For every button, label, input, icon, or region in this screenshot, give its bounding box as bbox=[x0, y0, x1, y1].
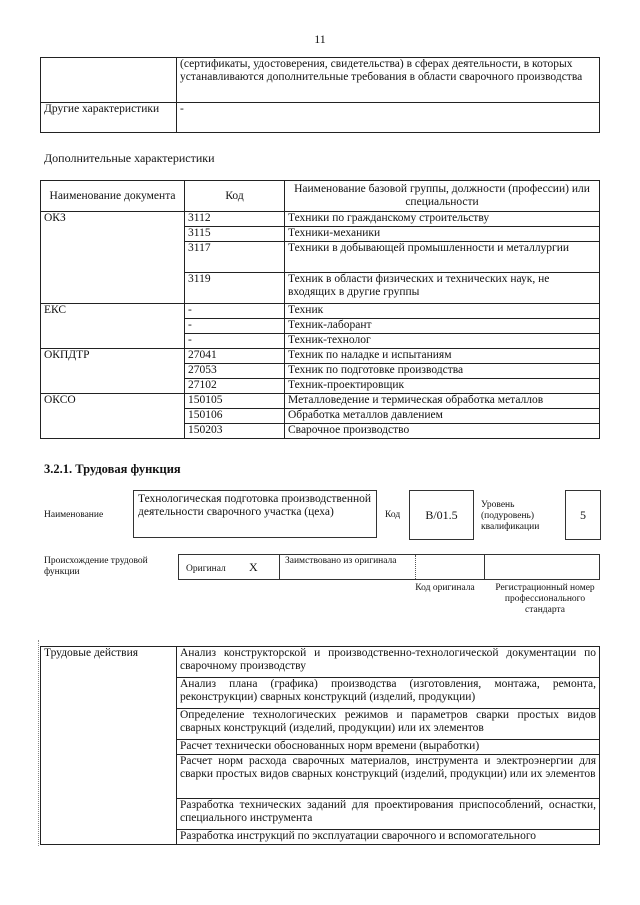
code-cell: - bbox=[185, 319, 285, 334]
origin-label: Происхождение трудовой функции bbox=[44, 556, 148, 577]
level-box bbox=[565, 490, 601, 540]
name-cell: Техник-проектировщик bbox=[285, 379, 600, 394]
origin-divider bbox=[279, 555, 281, 579]
function-code-box bbox=[409, 490, 474, 540]
header-document: Наименование документа bbox=[41, 181, 185, 212]
reg-number-caption: Регистрационный номер профессионального стандарта bbox=[495, 583, 595, 615]
borrowed-label: Заимствовано из оригинала bbox=[285, 556, 397, 566]
empty-cell bbox=[41, 58, 177, 103]
header-code: Код bbox=[185, 181, 285, 212]
code-cell: - bbox=[185, 304, 285, 319]
code-cell: 27102 bbox=[185, 379, 285, 394]
code-cell: - bbox=[185, 334, 285, 349]
name-cell: Металловедение и термическая обработка металлов bbox=[285, 394, 600, 409]
original-mark: X bbox=[249, 560, 258, 574]
code-cell: 27041 bbox=[185, 349, 285, 364]
section-heading: 3.2.1. Трудовая функция bbox=[44, 462, 181, 476]
requirements-text: (сертификаты, удостоверения, свидетельства) в сферах деятельности, в которых устанавливаются дополнительные требования в области сварочного производства bbox=[177, 58, 600, 103]
name-cell: Техник-технолог bbox=[285, 334, 600, 349]
origin-divider bbox=[415, 555, 417, 579]
function-name-value: Технологическая подготовка производственной деятельности сварочного участка (цеха) bbox=[138, 493, 372, 518]
name-cell: Техник bbox=[285, 304, 600, 319]
header-group-name: Наименование базовой группы, должности (профессии) или специальности bbox=[285, 181, 600, 212]
code-original-caption: Код оригинала bbox=[415, 583, 475, 593]
function-code-value: B/01.5 bbox=[425, 508, 458, 522]
name-cell: Техник-лаборант bbox=[285, 319, 600, 334]
labor-action-item: Разработка технических заданий для проектирования приспособлений, оснастки, специального инструмента bbox=[177, 799, 600, 830]
additional-characteristics-table bbox=[40, 180, 600, 439]
function-name-box bbox=[133, 490, 377, 538]
doc-okso: ОКСО bbox=[41, 394, 185, 439]
labor-action-item: Определение технологических режимов и параметров сварки простых видов сварных конструкций (изделий, продукции) или их элементов bbox=[177, 709, 600, 740]
name-cell: Техник по подготовке производства bbox=[285, 364, 600, 379]
original-label: Оригинал bbox=[186, 564, 226, 574]
labor-action-item: Анализ плана (графика) производства (изготовления, монтажа, ремонта, реконструкции) сварных конструкций (изделий, продукции) bbox=[177, 678, 600, 709]
code-cell: 27053 bbox=[185, 364, 285, 379]
name-cell: Сварочное производство bbox=[285, 424, 600, 439]
other-characteristics-value: - bbox=[177, 103, 600, 133]
origin-box bbox=[178, 554, 600, 580]
name-cell: Техник по наладке и испытаниям bbox=[285, 349, 600, 364]
labor-action-item: Расчет норм расхода сварочных материалов, инструмента и электроэнергии для сварки простых видов сварных конструкций (изделий, продукции) или их элементов bbox=[177, 755, 600, 799]
page-number: 11 bbox=[314, 32, 326, 46]
origin-divider bbox=[484, 555, 486, 579]
code-cell: 3115 bbox=[185, 227, 285, 242]
name-cell: Техники в добывающей промышленности и металлургии bbox=[285, 242, 600, 273]
level-label: Уровень (подуровень) квалификации bbox=[481, 500, 540, 532]
doc-okpdtr: ОКПДТР bbox=[41, 349, 185, 394]
name-cell: Техники-механики bbox=[285, 227, 600, 242]
name-cell: Техники по гражданскому строительству bbox=[285, 212, 600, 227]
level-value: 5 bbox=[580, 508, 586, 522]
code-cell: 3112 bbox=[185, 212, 285, 227]
name-cell: Техник в области физических и технических наук, не входящих в другие группы bbox=[285, 273, 600, 304]
code-cell: 150203 bbox=[185, 424, 285, 439]
code-cell: 3117 bbox=[185, 242, 285, 273]
code-cell: 3119 bbox=[185, 273, 285, 304]
name-label: Наименование bbox=[44, 510, 104, 520]
code-cell: 150106 bbox=[185, 409, 285, 424]
labor-action-item: Анализ конструкторской и производственно-технологической документации по сварочному производству bbox=[177, 647, 600, 678]
labor-actions-table bbox=[40, 646, 600, 845]
labor-action-item: Расчет технически обоснованных норм времени (выработки) bbox=[177, 740, 600, 755]
qualification-table bbox=[40, 57, 600, 133]
labor-action-item: Разработка инструкций по эксплуатации сварочного и вспомогательного bbox=[177, 830, 600, 845]
labor-actions-label: Трудовые действия bbox=[41, 647, 177, 845]
other-characteristics-label: Другие характеристики bbox=[41, 103, 177, 133]
doc-okz: ОКЗ bbox=[41, 212, 185, 304]
additional-title: Дополнительные характеристики bbox=[44, 151, 215, 165]
name-cell: Обработка металлов давлением bbox=[285, 409, 600, 424]
doc-eks: ЕКС bbox=[41, 304, 185, 349]
code-label: Код bbox=[385, 510, 401, 520]
code-cell: 150105 bbox=[185, 394, 285, 409]
